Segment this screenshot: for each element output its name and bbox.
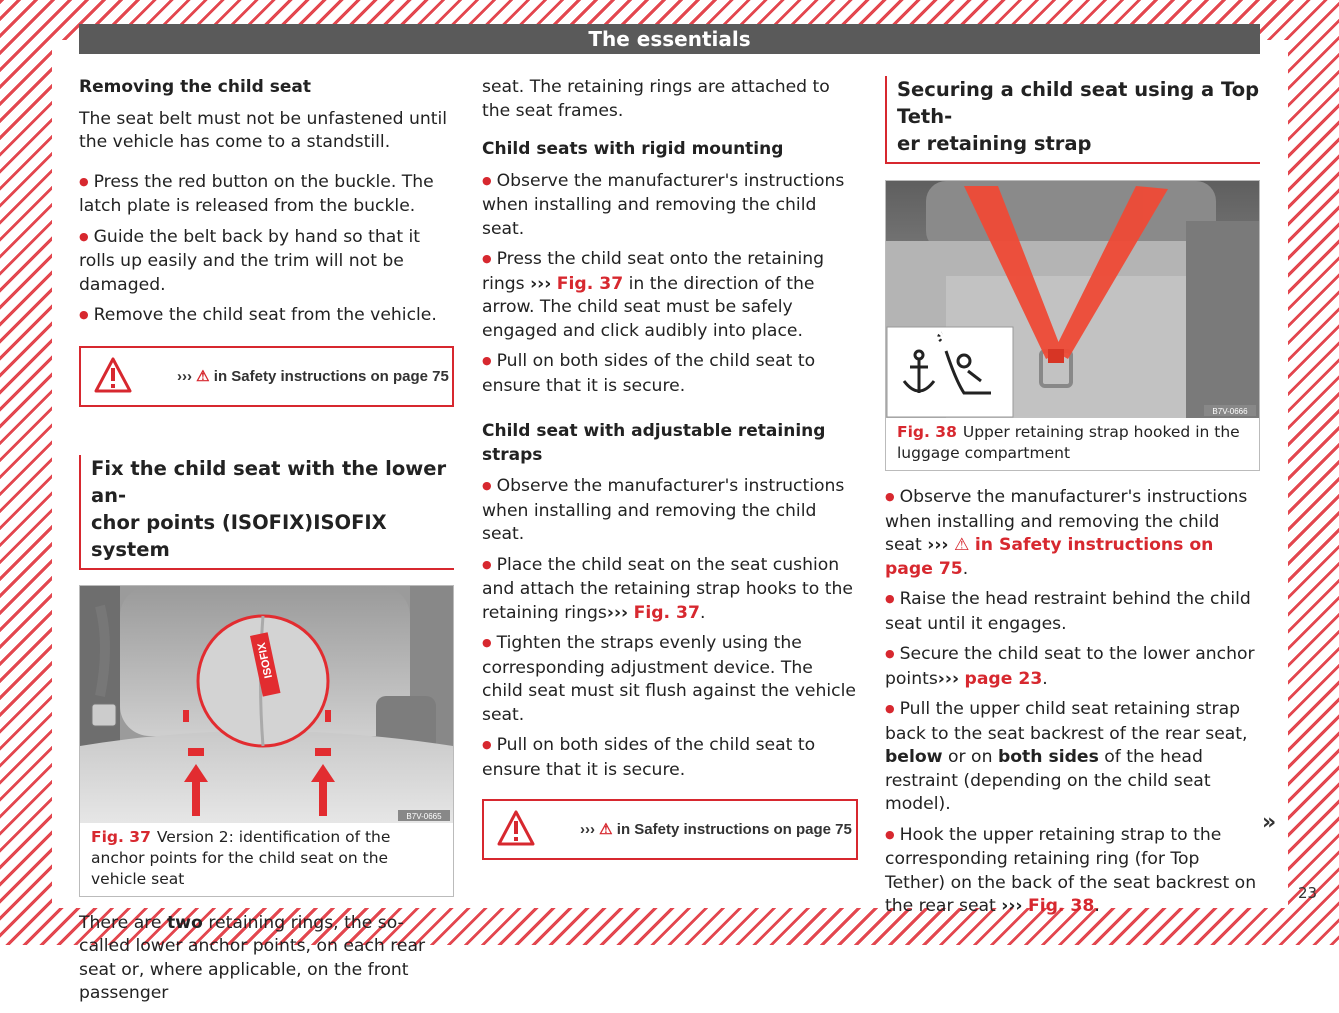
warning-small-icon: ⚠ <box>953 535 970 555</box>
warning-box[interactable] <box>482 799 858 860</box>
chevrons: ››› <box>927 535 949 555</box>
section-title-line: Securing a child seat using a Top Teth- <box>897 78 1260 128</box>
continuation-text: seat. The retaining rings are attached to the seat frames. <box>482 77 830 121</box>
text: of the head restraint (depending on the child seat model). <box>885 747 1211 814</box>
warning-link[interactable] <box>177 365 449 389</box>
fig-38-link[interactable]: Fig. 38 <box>1027 896 1095 916</box>
fig-37-link[interactable]: Fig. 37 <box>633 602 700 623</box>
chevrons: ››› <box>1001 896 1023 916</box>
text: . <box>1094 896 1100 916</box>
section-title-line: chor points (ISOFIX)ISOFIX system <box>91 510 387 561</box>
section-title-top-tether <box>885 76 1260 164</box>
text: in the direction of the arrow. The child seat must be safely engaged and click audibly into place. <box>482 273 815 341</box>
outro-paragraph <box>79 912 454 1006</box>
column-3 <box>885 76 1260 926</box>
isofix-tag-text: ISOFIX <box>255 640 276 679</box>
list-item <box>482 248 858 343</box>
page-header: The essentials <box>79 24 1260 54</box>
isofix-seat-illustration <box>80 586 453 823</box>
removing-intro: The seat belt must not be unfastened until the vehicle has come to a standstill. <box>79 108 448 152</box>
page-number: 23 <box>1298 884 1318 902</box>
warning-small-icon: ⚠ <box>599 821 613 838</box>
chevrons: ››› <box>606 602 629 623</box>
list-item: ● Remove the child seat from the vehicle. <box>79 304 454 329</box>
removing-heading: Removing the child seat <box>79 77 311 97</box>
list-item: ● Raise the head restraint behind the child seat until it engages. <box>885 588 1260 636</box>
caption-text: Upper retaining strap hooked in the luggage compartment <box>897 423 1240 462</box>
list-item: ● Observe the manufacturer's instructions when installing and removing the child seat. <box>482 475 858 547</box>
text: Hook the upper retaining strap to the corresponding retaining ring (for Top Tether) on the back of the seat backrest on the rear seat <box>885 824 1257 916</box>
figure-caption <box>886 418 1259 470</box>
warning-link-text: in Safety instructions on page 75 <box>616 821 852 838</box>
list-item <box>885 643 1260 691</box>
text: . <box>1042 668 1048 689</box>
section-title-isofix <box>79 455 454 570</box>
chevrons: ››› <box>937 668 960 689</box>
chevrons: ››› <box>177 367 192 385</box>
list-item <box>885 486 1260 581</box>
caption-text: Version 2: identification of the anchor points for the child seat on the vehicle seat <box>91 827 391 888</box>
bold-text: below <box>885 747 943 767</box>
column-2 <box>482 76 858 860</box>
text: . <box>699 602 706 623</box>
text: Place the child seat on the seat cushion and attach the retaining strap hooks to the retaining rings <box>482 554 853 623</box>
warning-box[interactable] <box>79 346 454 407</box>
list-item: ● Pull on both sides of the child seat to ensure that it is secure. <box>482 350 858 398</box>
warning-triangle-icon <box>496 809 536 847</box>
warning-small-icon: ⚠ <box>196 367 210 385</box>
column-1 <box>79 76 454 1013</box>
bold-text: both sides <box>997 747 1099 767</box>
section-title-line: er retaining strap <box>897 132 1092 155</box>
figure-caption <box>80 823 453 896</box>
list-item <box>885 698 1260 817</box>
text: . <box>962 558 969 579</box>
list-item: ● Pull on both sides of the child seat to ensure that it is secure. <box>482 734 858 782</box>
chevrons: ››› <box>530 273 552 294</box>
rigid-heading: Child seats with rigid mounting <box>482 139 784 159</box>
continue-marker: » <box>1262 810 1277 835</box>
text: There are <box>79 912 167 933</box>
figure-label: Fig. 37 <box>91 827 151 846</box>
list-item: ● Press the red button on the buckle. The latch plate is released from the buckle. <box>79 171 454 219</box>
warning-triangle-icon <box>93 356 133 394</box>
figure-label: Fig. 38 <box>897 423 957 441</box>
figure-code: B7V-0666 <box>1212 407 1248 416</box>
list-item <box>482 554 858 626</box>
straps-heading: Child seat with adjustable retaining straps <box>482 421 826 465</box>
figure-38 <box>885 180 1260 471</box>
text: retaining rings, the so-called lower anchor points, on each rear seat or, where applicable, on the front passenger <box>79 912 426 1003</box>
list-item: ● Tighten the straps evenly using the corresponding adjustment device. The child seat must sit flush against the vehicle seat. <box>482 632 858 727</box>
top-tether-illustration <box>886 181 1259 418</box>
chevrons: ››› <box>580 821 595 838</box>
page-23-link[interactable]: page 23 <box>964 668 1043 689</box>
warning-link[interactable] <box>580 818 852 842</box>
section-title-line: Fix the child seat with the lower an- <box>91 456 447 507</box>
list-item: ● Observe the manufacturer's instructions when installing and removing the child seat. <box>482 170 858 242</box>
figure-37 <box>79 585 454 897</box>
text: or on <box>942 747 998 767</box>
text: Observe the manufacturer's instructions when installing and removing the child seat <box>885 487 1248 555</box>
warning-link-text: in Safety instructions on page 75 <box>213 367 449 385</box>
safety-link[interactable]: in Safety instructions on page 75 <box>885 535 1214 579</box>
list-item <box>885 824 1260 919</box>
text: Secure the child seat to the lower anchor points <box>885 644 1255 689</box>
bold-text: two <box>166 912 203 933</box>
list-item: ● Guide the belt back by hand so that it rolls up easily and the trim will not be damaged. <box>79 226 454 298</box>
text: Press the child seat onto the retaining rings <box>482 249 825 294</box>
text: Pull the upper child seat retaining strap back to the seat backrest of the rear seat, <box>885 699 1248 744</box>
figure-code: B7V-0665 <box>406 811 442 821</box>
fig-37-link[interactable]: Fig. 37 <box>556 273 624 294</box>
